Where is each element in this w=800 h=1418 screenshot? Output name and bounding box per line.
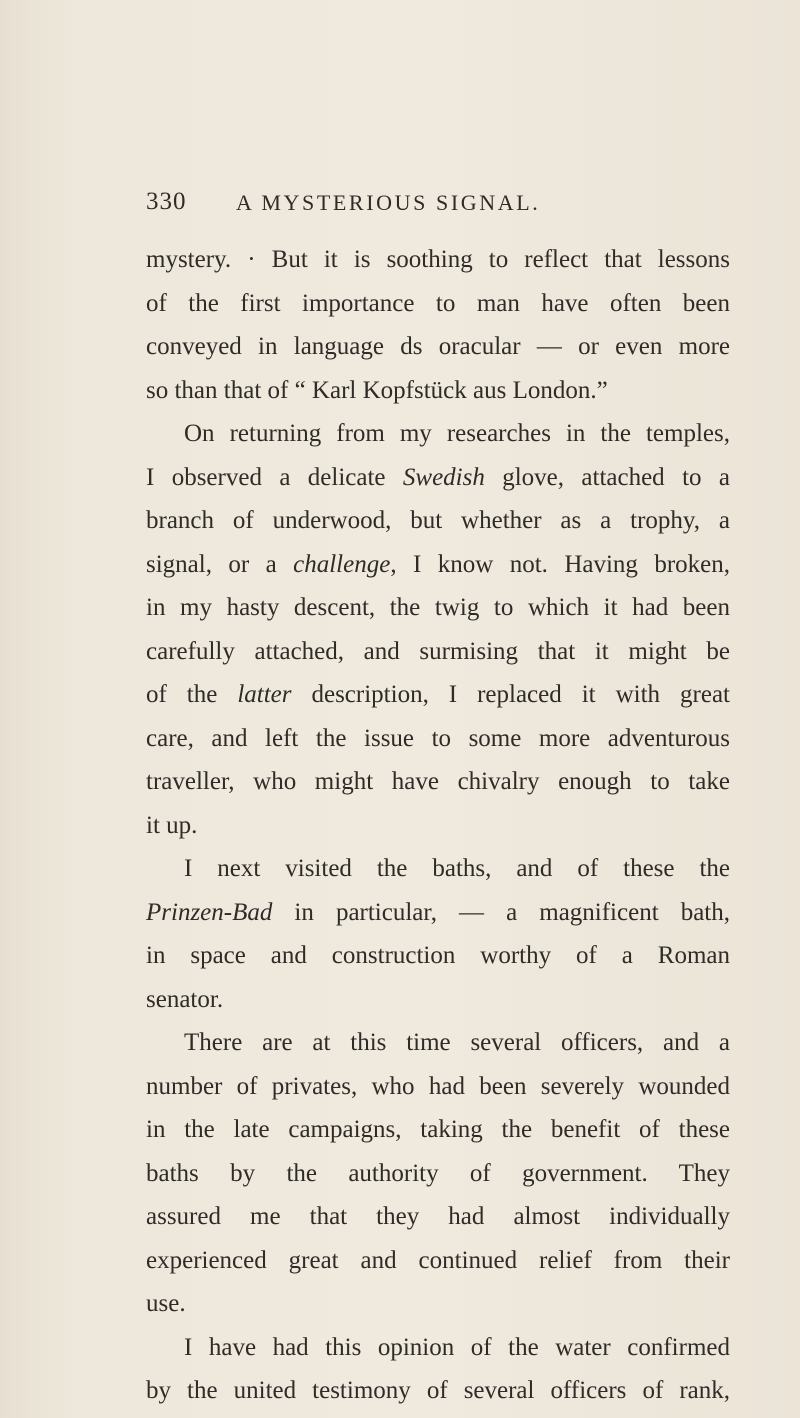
text-line: traveller, who might have chivalry enough to take	[146, 768, 730, 795]
page-number: 330	[146, 188, 187, 215]
text-line: On returning from my researches in the temples,	[184, 420, 730, 447]
italic-word: latter	[237, 681, 292, 708]
italic-word: Prinzen-Bad	[146, 898, 273, 926]
text-line: it up.	[146, 811, 198, 839]
text-line: in my hasty descent, the twig to which it had been	[146, 594, 730, 621]
text-line: of the first importance to man have often been	[146, 289, 730, 317]
italic-word: Swedish	[402, 463, 485, 491]
italic-word: challenge	[293, 550, 391, 578]
text-line: I next visited the baths, and of these the	[184, 855, 730, 882]
text-line: senator.	[146, 985, 224, 1013]
text-line: by the united testimony of several officers of rank,	[146, 1377, 730, 1404]
text-line: branch of underwood, but whether as a trophy, a	[146, 507, 730, 534]
running-head: A MYSTERIOUS SIGNAL.	[236, 190, 541, 215]
text-line: care, and left the issue to some more adventurous	[146, 724, 730, 752]
text-line: assured me that they had almost individually	[146, 1203, 730, 1230]
text-line: There are at this time several officers, and a	[184, 1029, 730, 1056]
text-line: conveyed in language ds oracular — or even more	[146, 333, 730, 360]
text-line: signal, or a challenge, I know not. Having broken,	[146, 550, 731, 578]
page-header	[0, 188, 800, 224]
body-text	[146, 238, 730, 1413]
text-line: of the latter description, I replaced it with great	[146, 681, 730, 708]
text-line: number of privates, who had been severely wounded	[146, 1072, 730, 1100]
text-line: experienced great and continued relief from their	[146, 1246, 730, 1274]
text-line: so than that of “ Karl Kopfstück aus London.”	[146, 376, 608, 404]
text-line: I have had this opinion of the water confirmed	[184, 1333, 730, 1361]
text-line: mystery. · But it is soothing to reflect that lessons	[146, 246, 730, 273]
text-line: Prinzen-Bad in particular, — a magnificent bath,	[146, 898, 730, 926]
text-line: baths by the authority of government. They	[146, 1159, 730, 1187]
text-line: carefully attached, and surmising that it might be	[146, 637, 730, 665]
text-line: in space and construction worthy of a Roman	[146, 942, 730, 969]
text-line: I observed a delicate Swedish glove, attached to a	[146, 463, 730, 491]
text-line: in the late campaigns, taking the benefit of these	[146, 1116, 730, 1143]
text-line: use.	[146, 1290, 186, 1317]
